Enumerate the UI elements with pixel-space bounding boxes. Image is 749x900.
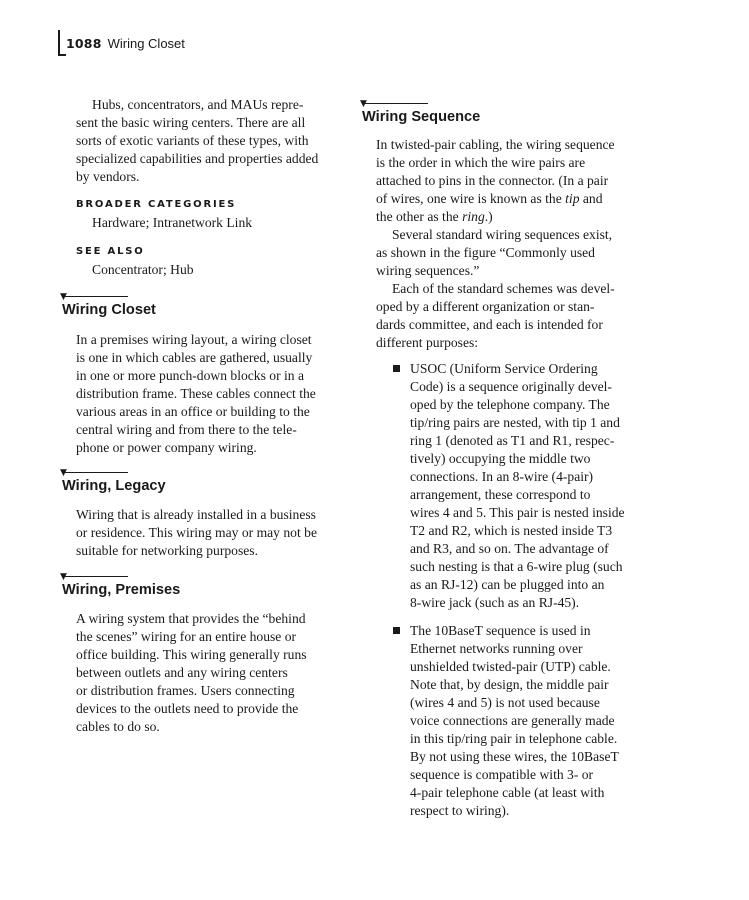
text-line: Code) is a sequence originally devel- [410, 379, 612, 394]
text-line: tip/ring pairs are nested, with tip 1 and [410, 415, 620, 430]
entry-title: Wiring, Premises [62, 582, 181, 598]
entry-body-wiring-closet [76, 331, 358, 457]
square-bullet-icon [393, 627, 400, 634]
sequence-paragraph-2 [376, 226, 660, 280]
text-line: as an RJ-12) can be plugged into an [410, 577, 605, 592]
text-line: central wiring and from there to the tele- [76, 422, 297, 437]
text-line: cables to do so. [76, 719, 160, 734]
list-item [376, 622, 666, 820]
see-also-value: Concentrator; Hub [92, 262, 194, 277]
heading-rule [60, 292, 128, 302]
text-line: distribution frame. These cables connect the [76, 386, 316, 401]
text-line: Several standard wiring sequences exist, [392, 227, 613, 242]
header-bar [58, 30, 60, 56]
text-line: A wiring system that provides the “behind [76, 611, 306, 626]
triangle-marker-icon: ▼ [60, 292, 67, 302]
text-fragment: .) [484, 209, 493, 224]
text-line: as shown in the figure “Commonly used [376, 245, 595, 260]
text-line: oped by a different organization or stan- [376, 299, 595, 314]
text-line: connections. In an 8-wire (4-pair) [410, 469, 594, 484]
text-line: ring 1 (denoted as T1 and R1, respec- [410, 433, 615, 448]
intro-paragraph [76, 96, 356, 186]
running-title: Wiring Closet [107, 35, 185, 51]
text-line: in one or more punch-down blocks or in a [76, 368, 305, 383]
square-bullet-icon [393, 365, 400, 372]
text-line: 4-pair telephone cable (at least with [410, 785, 605, 800]
sequence-paragraph-1 [376, 136, 660, 226]
text-line: (wires 4 and 5) is not used because [410, 695, 600, 710]
entry-heading-wiring-premises [60, 572, 181, 599]
entry-title: Wiring, Legacy [62, 478, 166, 494]
text-line: respect to wiring). [410, 803, 510, 818]
text-line: various areas in an office or building to the [76, 404, 310, 419]
text-line: sorts of exotic variants of these types, with [76, 133, 309, 148]
text-line: office building. This wiring generally runs [76, 647, 307, 662]
header-bar-foot [58, 54, 66, 56]
text-line: is the order in which the wire pairs are [376, 155, 586, 170]
text-line: Ethernet networks running over [410, 641, 583, 656]
text-line: The 10BaseT sequence is used in [410, 623, 591, 638]
text-line: devices to the outlets need to provide the [76, 701, 299, 716]
broader-categories [76, 198, 356, 232]
triangle-marker-icon: ▼ [60, 468, 67, 478]
broader-categories-value: Hardware; Intranetwork Link [92, 215, 253, 230]
heading-rule [60, 468, 128, 478]
text-line: Wiring that is already installed in a business [76, 507, 316, 522]
see-also-label: SEE ALSO [76, 246, 145, 257]
text-line: In twisted-pair cabling, the wiring sequence [376, 137, 615, 152]
text-line: voice connections are generally made [410, 713, 615, 728]
text-line: arrangement, these correspond to [410, 487, 591, 502]
text-line: or distribution frames. Users connecting [76, 683, 295, 698]
text-line: Note that, by design, the middle pair [410, 677, 609, 692]
text-line: phone or power company wiring. [76, 440, 257, 455]
entry-body-wiring-legacy [76, 506, 358, 560]
text-line: attached to pins in the connector. (In a pair [376, 173, 609, 188]
text-line: Each of the standard schemes was devel- [392, 281, 615, 296]
text-line: oped by the telephone company. The [410, 397, 610, 412]
triangle-marker-icon: ▼ [360, 99, 367, 109]
text-line: USOC (Uniform Service Ordering [410, 361, 598, 376]
text-line: sent the basic wiring centers. There are all [76, 115, 306, 130]
text-line: In a premises wiring layout, a wiring closet [76, 332, 312, 347]
text-line: unshielded twisted-pair (UTP) cable. [410, 659, 611, 674]
text-line: and R3, and so on. The advantage of [410, 541, 609, 556]
text-line: dards committee, and each is intended for [376, 317, 603, 332]
text-line: such nesting is that a 6-wire plug (such [410, 559, 623, 574]
text-fragment: and [579, 191, 603, 206]
entry-title: Wiring Closet [62, 302, 156, 318]
entry-heading-wiring-sequence [360, 99, 481, 126]
entry-heading-wiring-closet [60, 292, 156, 319]
text-line: by vendors. [76, 169, 140, 184]
text-fragment: of wires, one wire is known as the [376, 191, 566, 206]
text-line: T2 and R2, which is nested inside T3 [410, 523, 613, 538]
text-line: wiring sequences.” [376, 263, 480, 278]
heading-rule [360, 99, 428, 109]
text-line: different purposes: [376, 335, 479, 350]
entry-heading-wiring-legacy [60, 468, 166, 495]
text-line: sequence is compatible with 3- or [410, 767, 594, 782]
text-line: is one in which cables are gathered, usually [76, 350, 313, 365]
text-line: tively) occupying the middle two [410, 451, 591, 466]
page-header [58, 30, 185, 56]
heading-rule [60, 572, 128, 582]
text-fragment: the other as the [376, 209, 463, 224]
italic-term-tip: tip [565, 191, 580, 206]
page-number: 1088 [66, 35, 102, 51]
text-line: the scenes” wiring for an entire house or [76, 629, 297, 644]
list-item [376, 360, 666, 612]
sequence-bullet-list [376, 360, 666, 820]
text-line: 8-wire jack (such as an RJ-45). [410, 595, 580, 610]
text-line: between outlets and any wiring centers [76, 665, 288, 680]
entry-title: Wiring Sequence [362, 109, 481, 125]
triangle-marker-icon: ▼ [60, 572, 67, 582]
text-line: in this tip/ring pair in telephone cable. [410, 731, 618, 746]
text-line: specialized capabilities and properties added [76, 151, 319, 166]
sequence-paragraph-3 [376, 280, 660, 352]
italic-term-ring: ring [462, 209, 485, 224]
text-line: or residence. This wiring may or may not be [76, 525, 317, 540]
text-line: Hubs, concentrators, and MAUs repre- [92, 97, 304, 112]
text-line: By not using these wires, the 10BaseT [410, 749, 619, 764]
entry-body-wiring-premises [76, 610, 358, 736]
text-line: wires 4 and 5. This pair is nested inside [410, 505, 625, 520]
see-also [76, 245, 356, 279]
broader-categories-label: BROADER CATEGORIES [76, 199, 237, 210]
text-line: suitable for networking purposes. [76, 543, 258, 558]
